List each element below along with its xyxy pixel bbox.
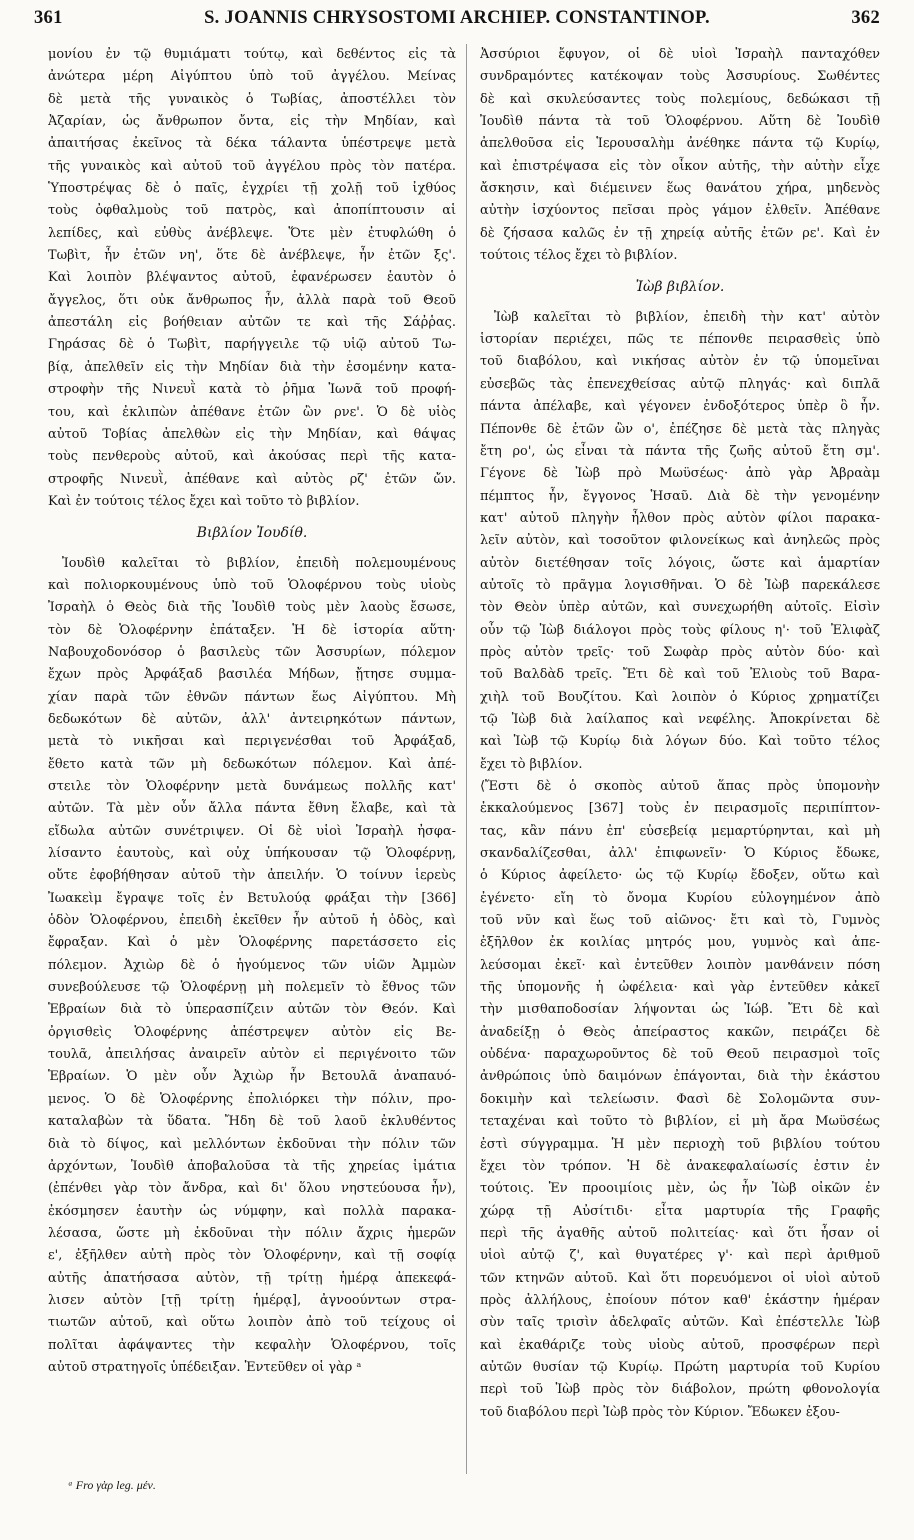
text-line: αὐτοῖς τὸ πρᾶγμα λογισθῆναι. Ὁ δὲ Ἰὼβ παρεκάλεσε xyxy=(480,577,880,593)
job-paragraph xyxy=(480,307,880,776)
text-line: οὖν τῷ Ἰὼβ διάλογοι πρὸς τοὺς φίλους η'· τοῦ Ἐλιφὰζ xyxy=(480,622,880,638)
text-line: Ὑποστρέψας δὲ ὁ παῖς, ἐγχρίει τῇ χολῇ τοῦ ἰχθύος xyxy=(48,181,456,197)
text-line: αὐτοῦ στρατηγοῖς ὑπέδειξαν. Ἐντεῦθεν οἱ γὰρ ᵃ xyxy=(48,1359,362,1375)
text-line: αὐτῶν θυσίαν τῷ Κυρίῳ. Πρώτη μαρτυρία τοῦ Κυρίου xyxy=(480,1359,880,1375)
tobit-paragraph xyxy=(48,44,456,513)
text-line: ἄσκησιν, καὶ διέμεινεν ἕως θανάτου χήρα, μηδενὸς xyxy=(480,181,880,197)
text-line: αὐτῆς ἀπατήσασα αὐτὸν, τῇ τρίτῃ ἡμέρᾳ ἀπεκεφά- xyxy=(48,1270,456,1286)
judith-continuation-paragraph xyxy=(480,44,880,267)
text-line: μονίου ἐν τῷ θυμιάματι τούτῳ, καὶ δεθέντος εἰς τὰ xyxy=(48,47,456,62)
text-line: συνεβούλευσε τῷ Ὁλοφέρνῃ μὴ πολεμεῖν τὸ ἔθνος τῶν xyxy=(48,980,456,996)
text-line: Ἰουδὶθ πάντα τὰ τοῦ Ὁλοφέρνου. Αὕτη δὲ Ἰουδὶθ xyxy=(480,114,880,130)
text-line: λεύσομαι ἐκεῖ· καὶ ἐντεῦθεν λοιπὸν μανθάνειν πόση xyxy=(480,957,880,973)
text-line: ἔχων πρὸς Ἀρφάξαδ βασιλέα Μήδων, ᾔτησε συμμα- xyxy=(48,667,456,683)
text-line: καὶ ἐπιστρέψασα εἰς τὸν οἶκον αὐτῆς, τὴν αὐτὴν εἶχε xyxy=(480,158,880,174)
text-line: αὐτὸν διετέθησαν τοῖς λόγοις, ὥστε καὶ ἁμαρτίαν xyxy=(480,555,880,571)
text-line: υἱοὶ αὐτῷ ζ', καὶ θυγατέρες γ'· καὶ περὶ ἀριθμοῦ xyxy=(480,1248,880,1264)
text-line: λίσαντο ἑαυτοὺς, καὶ οὐχ ὑπήκουσαν τῷ Ὁλοφέρνῃ, xyxy=(48,846,456,862)
text-line: τοῦ Βαλδὰδ τρεῖς. Ἔτι δὲ καὶ τοῦ Ἐλιοὺς τοῦ Βαρα- xyxy=(480,667,880,683)
text-line: σκανδαλίζεσθαι, ἀλλ' ἐπιφωνεῖν· Ὁ Κύριος ἔδωκε, xyxy=(480,846,880,862)
text-line: Ἰωακεὶμ ἔγραψε τοῖς ἐν Βετυλούᾳ φράξαι τὴν [366] xyxy=(48,890,456,906)
text-line: ἐγένετο· εἴη τὸ ὄνομα Κυρίου εὐλογημένον ἀπὸ xyxy=(480,890,880,906)
text-line: λεπίδες, καὶ εὐθὺς ἀνέβλεψε. Ὅτε μὲν ἐτυφλώθη ὁ xyxy=(48,225,456,241)
text-line: περὶ τῆς ἀγαθῆς αὐτοῦ πολιτείας· καὶ ὅτι ἦσαν οἱ xyxy=(480,1225,880,1241)
text-line: ἐκόσμησεν ἑαυτὴν ὡς νύμφην, καὶ πολλὰ παρακα- xyxy=(48,1203,456,1219)
text-line: καταλαβὼν τὰ ὕδατα. Ἤδη δὲ τοῦ λαοῦ ἐκλυθέντος xyxy=(48,1114,456,1130)
text-line: εἴδωλα αὐτῶν συνέτριψεν. Οἱ δὲ υἱοὶ Ἰσραὴλ ἠσφα- xyxy=(48,823,456,839)
text-line: συνδραμόντες κατέκοψαν τοὺς Ἀσσυρίους. Σωθέντες xyxy=(480,69,880,85)
page-header xyxy=(34,8,880,34)
text-line: Γηράσας δὲ ὁ Τωβὶτ, παρήγγειλε τῷ υἱῷ αὐτοῦ Τω- xyxy=(48,337,456,353)
text-line: αὐτῶν. Τὰ μὲν οὖν ἄλλα πάντα ἔθνη ἔλαβε, καὶ τὰ xyxy=(48,801,456,817)
text-line: αὐτὴν ἰσχύοντος πεῖσαι πρὸς γάμον ἐλθεῖν. Ἀπέθανε xyxy=(480,203,880,219)
text-line: ἔχει τὸν τρόπον. Ἡ δὲ ἀνακεφαλαίωσίς ἐστιν ἐν xyxy=(480,1158,880,1174)
text-line: βίᾳ, ἀπελθεῖν εἰς τὴν Μηδίαν διὰ τὴν ἐσομένην κατα- xyxy=(48,359,456,375)
text-line: μενος. Ὁ δὲ Ὁλοφέρνης ἐπολιόρκει τὴν πόλιν, προ- xyxy=(48,1091,456,1107)
right-column xyxy=(480,44,880,1424)
text-line: Ναβουχοδονόσορ ὁ βασιλεὺς τῶν Ἀσσυρίων, πόλεμον xyxy=(48,644,456,660)
text-line: τῷ Ἰὼβ διὰ λαίλαπος καὶ νεφέλης. Ἀποκρίνεται δὲ xyxy=(480,711,880,727)
text-line: τούτοις. Ἐν προοιμίοις μὲν, ὡς ἦν Ἰὼβ οἰκῶν ἐν xyxy=(480,1181,880,1197)
job-scope-paragraph xyxy=(480,776,880,1424)
text-line: περὶ τοῦ Ἰὼβ πρὸς τὸν διάβολον, πρώτη φθονολογία xyxy=(480,1382,880,1398)
text-line: τῆς γυναικὸς καὶ αὐτοῦ τοῦ ἀγγέλου πρὸς τὸν πατέρα. xyxy=(48,158,456,174)
text-line: ἐξῆλθον ἐκ κοιλίας μητρός μου, γυμνὸς καὶ ἀπε- xyxy=(480,935,880,951)
text-line: τοὺς ὀφθαλμοὺς τοῦ πατρὸς, καὶ ἀποπίπτουσιν αἱ xyxy=(48,203,456,219)
text-line: Ἑβραίων διὰ τὸ ὑπερασπίζειν αὐτῶν τὸν Θεόν. Καὶ xyxy=(48,1002,456,1018)
text-line: δοκιμὴν καὶ τελείωσιν. Φασὶ δὲ Σολομῶντα συν- xyxy=(480,1091,880,1107)
text-line: τὴν μισθαποδοσίαν λήψονται ὡς Ἰώβ. Ἔτι δὲ καὶ xyxy=(480,1002,880,1018)
text-line: τιωτῶν αὐτοῦ, καὶ οὕτω λοιπὸν ἀπὸ τοῦ τείχους οἱ xyxy=(48,1315,456,1331)
text-line: ⟨Ἔστι δὲ ὁ σκοπὸς αὐτοῦ ἅπας πρὸς ὑπομονὴν xyxy=(480,779,880,794)
text-line: τουλᾶ, ἀπειλήσας ἀναιρεῖν αὐτὸν εἰ περιγένοιτο τῶν xyxy=(48,1047,456,1063)
text-line: ἀνώτερα μέρη Αἰγύπτου ὑπὸ τοῦ ἀγγέλου. Μείνας xyxy=(48,69,456,85)
judith-paragraph xyxy=(48,553,456,1380)
text-line: Ἀζαρίαν, ὡς ἄνθρωπον ὄντα, εἰς τὴν Μηδίαν, καὶ xyxy=(48,114,456,130)
text-line: λέσασα, ὥστε μὴ ἐκδοῦναι τὴν πόλιν ἄχρις ἡμερῶν xyxy=(48,1225,456,1241)
text-line: εὐσεβῶς τὰς ἐπενεχθείσας αὐτῷ πληγάς· καὶ διπλᾶ xyxy=(480,376,880,392)
section-title-job: Ἰὼβ βιβλίον. xyxy=(635,279,725,296)
text-line: πολῖται ἀφάψαντες τὴν κεφαλὴν Ὁλοφέρνου, τοῖς xyxy=(48,1337,456,1353)
text-line: ἀναδείξῃ ὁ Θεὸς ἀπείραστος κακῶν, πειράζει δὲ xyxy=(480,1024,880,1040)
text-line: τεταχέναι καὶ τοῦτο τὸ βιβλίον, εἰ μὴ ἄρα Μωϋσέως xyxy=(480,1114,880,1130)
text-line: ἀνθρώποις ὑπὸ δαιμόνων ἐπάγονται, διὰ τὴν ἑκάστου xyxy=(480,1069,880,1085)
text-line: ἀρχόντων, Ἰουδὶθ ἀποβαλοῦσα τὰ τῆς χηρείας ἱμάτια xyxy=(48,1158,456,1174)
text-line: του, καὶ ἐκλιπὼν ἀπέθανε ἐτῶν ὢν ρνε'. Ὁ δὲ υἱὸς xyxy=(48,404,456,420)
text-line: λεῖν αὐτὸν, καὶ τοσοῦτον φιλονείκως καὶ ἀνηλεῶς πρὸς xyxy=(480,533,880,549)
text-line: ἱστορίαν περιέχει, πῶς τε πέπονθε πειρασθεὶς ὑπὸ xyxy=(480,332,880,348)
text-line: Γέγονε δὲ Ἰὼβ πρὸ Μωϋσέως· ἀπὸ γὰρ Ἀβραὰμ xyxy=(480,466,880,482)
text-line: ἀπεστάλη εἰς βοήθειαν αὐτῶν τε καὶ τῆς Σάῤῥας. xyxy=(48,315,456,331)
text-line: σὺν ταῖς τρισὶν ἀδελφαῖς αὐτῶν. Καὶ ἐπέστελλε Ἰὼβ xyxy=(480,1315,880,1331)
text-line: Ἰουδὶθ καλεῖται τὸ βιβλίον, ἐπειδὴ πολεμουμένους xyxy=(62,555,456,571)
footnote: ᵃ Fro γὰρ leg. μέν. xyxy=(68,1478,156,1492)
running-title: S. JOANNIS CHRYSOSTOMI ARCHIEP. CONSTANTINOP. xyxy=(204,8,710,28)
section-title-judith: Βιβλίον Ἰουδίθ. xyxy=(196,525,308,542)
page-number-right: 362 xyxy=(851,8,880,28)
text-line: τοῦ νῦν καὶ ἕως τοῦ αἰῶνος· ἔτι καὶ τὸ, Γυμνὸς xyxy=(480,913,880,929)
text-line: χίαν παρὰ τῶν ἐθνῶν πάντων ἕως Αἰγύπτου. Μὴ xyxy=(48,689,456,705)
text-line: Ἰὼβ καλεῖται τὸ βιβλίον, ἐπειδὴ τὴν κατ' αὐτὸν xyxy=(494,309,880,325)
text-line: στειλε τὸν Ὁλοφέρνην μετὰ δυνάμεως πολλῆς κατ' xyxy=(48,779,456,794)
text-line: λισεν αὐτὸν [τῇ τρίτῃ ἡμέρᾳ], ἀγνοούντων στρα- xyxy=(48,1292,456,1308)
text-line: πάντα ἀπέλαβε, καὶ γέγονεν ἐνδοξότερος ὑπὲρ ὃ ἦν. xyxy=(480,399,880,415)
text-line: στροφῆς Νινευῒ, ἀπέθανε καὶ αὐτὸς ρζ' ἐτῶν ὤν. xyxy=(48,471,456,487)
text-line: ε', ἐξῆλθεν αὐτὴ πρὸς τὸν Ὁλοφέρνην, καὶ τῇ σοφίᾳ xyxy=(48,1248,456,1264)
text-line: δεδωκότων δὲ αὐτῶν, ἀλλ' ἀντειρηκότων πάντων, xyxy=(48,711,456,727)
text-line: Πέπονθε δὲ ἐτῶν ὢν ο', ἐπέζησε δὲ μετὰ τὰς πληγὰς xyxy=(480,421,880,437)
text-line: ἔφραξαν. Καὶ ὁ μὲν Ὁλοφέρνης παρετάσσετο εἰς xyxy=(48,935,456,951)
text-line: ἄγγελος, ὅτι οὐκ ἄνθρωπος ἦν, ἀλλὰ παρὰ τοῦ Θεοῦ xyxy=(48,292,456,308)
text-line: καὶ ἐκαθάριζε τοὺς υἱοὺς αὐτοῦ, προσφέρων περὶ xyxy=(480,1337,880,1353)
text-line: ὀργισθεὶς Ὁλοφέρνης ἀπέστρεψεν αὐτὸν εἰς Βε- xyxy=(48,1024,456,1040)
text-line: ὁ Κύριος ἀφείλετο· ὡς τῷ Κυρίῳ ἔδοξεν, οὕτω καὶ xyxy=(480,868,880,884)
left-column xyxy=(48,44,456,1379)
text-line: ἀπαιτήσας ἐκεῖνος τὰ δέκα τάλαντα ὑπέστρεψε μετὰ xyxy=(48,136,456,152)
text-line: δὲ ζήσασα καλῶς ἐν τῇ χηρείᾳ αὐτῆς ἐτῶν ρε'. Καὶ ἐν xyxy=(480,225,880,241)
text-line: καὶ Ἰὼβ τῷ Κυρίῳ διὰ λόγων δύο. Καὶ τοῦτο τέλος xyxy=(480,734,880,750)
text-line: τῶν κτηνῶν αὐτοῦ. Καὶ ὅτι πορευόμενοι οἱ υἱοὶ αὐτοῦ xyxy=(480,1270,880,1286)
text-line: πρὸς αὐτὸν τρεῖς· τοῦ Σωφὰρ πρὸς αὐτὸν δύο· καὶ xyxy=(480,644,880,660)
text-line: χιὴλ τοῦ Βουζίτου. Καὶ λοιπὸν ὁ Κύριος χρηματίζει xyxy=(480,689,880,705)
text-line: χώρᾳ τῇ Αὐσίτιδι· εἶτα μαρτυρία τῆς Γραφῆς xyxy=(480,1203,880,1219)
text-line: τας, κἂν πάνυ ἐπ' εὐσεβείᾳ μεμαρτύρηνται, καὶ μὴ xyxy=(480,823,880,839)
text-line: καὶ πολιορκουμένους ὑπὸ τοῦ Ὁλοφέρνου τοὺς υἱοὺς xyxy=(48,577,456,593)
text-line: αὐτοῦ Τοβίας ἀπελθὼν εἰς τὴν Μηδίαν, καὶ θάψας xyxy=(48,426,456,442)
text-line: τὸν δὲ Ὁλοφέρνην ἐπάταξεν. Ἡ δὲ ἱστορία αὕτη· xyxy=(48,622,456,638)
text-line: τοῦ διαβόλου, καὶ νικήσας αὐτὸν ἐν τῷ ὑπομεῖναι xyxy=(480,354,880,370)
text-line: ὁδὸν Ὁλοφέρνου, ἐπειδὴ ἐκεῖθεν ἦν αὐτοῦ ἡ ὁδὸς, καὶ xyxy=(48,913,456,929)
text-line: πρὸς ἀλλήλους, ἐποίουν πότον καθ' ἑκάστην ἡμέραν xyxy=(480,1292,880,1308)
text-line: ἀπελθοῦσα εἰς Ἱερουσαλὴμ ἀνέθηκε πάντα τῷ Κυρίῳ, xyxy=(480,136,880,152)
text-line: τοῦ διαβόλου περὶ Ἰὼβ πρὸς τὸν Κύριον. Ἔδωκεν ἐξου- xyxy=(480,1404,840,1420)
text-line: οὐδένα· παραχωροῦντος δὲ τοῦ Θεοῦ πειρασμοὶ τοῖς xyxy=(480,1047,880,1063)
text-line: Ἀσσύριοι ἔφυγον, οἱ δὲ υἱοὶ Ἰσραὴλ πανταχόθεν xyxy=(480,47,880,62)
text-line: δὲ καὶ σκυλεύσαντες τοὺς πολεμίους, δεδώκασι τῇ xyxy=(480,91,880,107)
text-line: τούτοις τέλος ἔχει τὸ βιβλίον. xyxy=(480,248,678,264)
text-line: Ἑβραίων. Ὁ μὲν οὖν Ἀχιὼρ ἦν Βετουλᾶ ἀναπαυό- xyxy=(48,1069,456,1085)
text-line: Καὶ λοιπὸν βλέψαντος αὐτοῦ, ἐφανέρωσεν ἑαυτὸν ὁ xyxy=(48,270,456,286)
text-line: τὸν Θεὸν ὑπὲρ αὐτῶν, καὶ συνεχωρήθη αὐτοῖς. Εἰσὶν xyxy=(480,600,880,616)
text-line: (ἐπένθει γὰρ τὸν ἄνδρα, καὶ δι' ὅλου νηστεύουσα ἦν), xyxy=(48,1181,456,1197)
text-line: τῆς ὑπομονῆς ἡ ὠφέλεια· καὶ γὰρ ἐντεῦθεν κἀκεῖ xyxy=(480,980,880,996)
text-line: Καὶ ἐν τούτοις τέλος ἔχει καὶ τοῦτο τὸ βιβλίον. xyxy=(48,493,360,509)
text-line: διὰ τὸ δίψος, καὶ μελλόντων ἐκδοῦναι τὴν πόλιν τῶν xyxy=(48,1136,456,1152)
text-line: ἐκκαλούμενος [367] τοὺς ἐν πειρασμοῖς περιπίπτον- xyxy=(480,801,880,817)
text-line: κατ' αὐτοῦ πληγὴν ἦλθον πρὸς αὐτὸν φίλοι παρακα- xyxy=(480,510,880,526)
text-line: δὲ μετὰ τῆς γυναικὸς ὁ Τωβίας, ἀποστέλλει τὸν xyxy=(48,91,456,107)
text-line: Ἰσραὴλ ὁ Θεὸς διὰ τῆς Ἰουδὶθ τοὺς μὲν λαοὺς ἔσωσε, xyxy=(48,600,456,616)
text-line: τοὺς πενθεροὺς αὐτοῦ, καὶ ἀκούσας περὶ τῆς κατα- xyxy=(48,449,456,465)
text-line: ἔτη ρο', ὡς εἶναι τὰ πάντα τῆς ζωῆς αὐτοῦ ἔτη σμ'. xyxy=(480,443,880,459)
text-line: πόλεμον. Ἀχιὼρ δὲ ὁ ἡγούμενος τῶν υἱῶν Ἀμμὼν xyxy=(48,957,456,973)
text-line: ἐστὶ σύγγραμμα. Ἡ μὲν περιοχὴ τοῦ βιβλίου τούτου xyxy=(480,1136,880,1152)
text-line: Τωβὶτ, ἦν ἐτῶν νη', ὅτε δὲ ἀνέβλεψε, ἦν ἐτῶν ξς'. xyxy=(48,248,456,264)
text-line: στροφὴν τῆς Νινευῒ κατὰ τὸ ῥῆμα Ἰωνᾶ τοῦ προφή- xyxy=(48,382,456,398)
column-divider xyxy=(466,44,467,1474)
text-line: ἔθετο κατὰ τῶν μὴ δεδωκότων πόλεμον. Καὶ ἀπέ- xyxy=(48,756,456,772)
text-line: ἔχει τὸ βιβλίον. xyxy=(480,756,583,772)
page-number-left: 361 xyxy=(34,8,63,28)
text-line: μετὰ τὸ νικῆσαι καὶ περιγενέσθαι τοῦ Ἀρφάξαδ, xyxy=(48,734,456,750)
text-line: πέμπτος ἦν, ἔγγονος Ἡσαῦ. Διὰ δὲ τὴν γενομένην xyxy=(480,488,880,504)
text-line: οὔτε ἐφοβήθησαν αὐτοῦ τὴν ἀπειλήν. Ὁ τοίνυν ἱερεὺς xyxy=(48,868,456,884)
